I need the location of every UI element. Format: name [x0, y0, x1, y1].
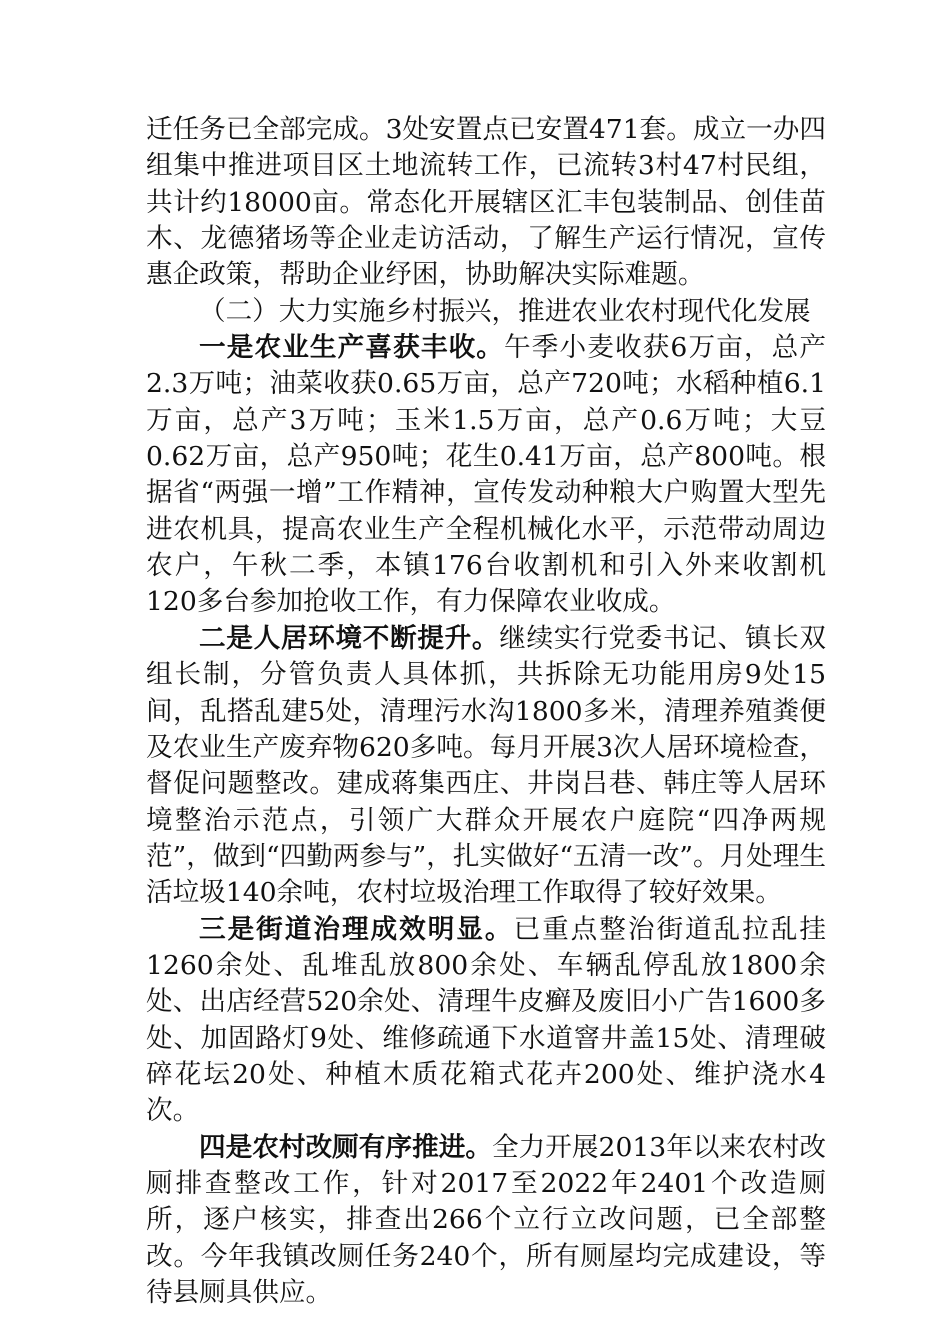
- paragraph-agriculture: [146, 330, 826, 621]
- document-body: [146, 112, 826, 1311]
- paragraph-body: 午季小麦收获6万亩，总产2.3万吨；油菜收获0.65万亩，总产720吨；水稻种植6.1万亩，总产3万吨；玉米1.5万亩，总产0.6万吨；大豆0.62万亩，总产950吨；花生0.41万亩，总产800吨。根据省“两强一增”工作精神，宣传发动种粮大户购置大型先进农机具，提高农业生产全程机械化水平，示范带动周边农户，午秋二季，本镇176台收割机和引入外来收割机120多台参加抢收工作，有力保障农业收成。: [146, 332, 827, 618]
- paragraph-body: 全力开展2013年以来农村改厕排查整改工作，针对2017至2022年2401个改造厕所，逐户核实，排查出266个立行立改问题，已全部整改。今年我镇改厕任务240个，所有厕屋均完成建设，等待县厕具供应。: [146, 1131, 827, 1308]
- section-heading: （二）大力实施乡村振兴，推进农业农村现代化发展: [199, 295, 811, 327]
- paragraph-lead: 一是农业生产喜获丰收。: [199, 332, 505, 364]
- paragraph-toilet-renovation: [146, 1130, 826, 1312]
- paragraph-lead: 三是街道治理成效明显。: [199, 913, 514, 945]
- paragraph-lead: 四是农村改厕有序推进。: [199, 1131, 492, 1163]
- paragraph-living-environment: [146, 621, 826, 912]
- continuation-paragraph: 迁任务已全部完成。3处安置点已安置471套。成立一办四组集中推进项目区土地流转工作，已流转3村47村民组，共计约18000亩。常态化开展辖区汇丰包装制品、创佳苗木、龙德猪场等企业走访活动，了解生产运行情况，宣传惠企政策，帮助企业纾困，协助解决实际难题。: [146, 114, 826, 291]
- paragraph-lead: 二是人居环境不断提升。: [199, 622, 500, 654]
- paragraph-body: 已重点整治街道乱拉乱挂1260余处、乱堆乱放800余处、车辆乱停乱放1800余处、出店经营520余处、清理牛皮癣及废旧小广告1600多处、加固路灯9处、维修疏通下水道窨井盖15处、清理破碎花坛20处、种植木质花箱式花卉200处、维护浇水4次。: [146, 913, 827, 1127]
- paragraph-body: 继续实行党委书记、镇长双组长制，分管负责人具体抓，共拆除无功能用房9处15间，乱搭乱建5处，清理污水沟1800多米，清理养殖粪便及农业生产废弃物620多吨。每月开展3次人居环境检查，督促问题整改。建成蒋集西庄、井岗吕巷、韩庄等人居环境整治示范点，引领广大群众开展农户庭院“四净两规范”，做到“四勤两参与”，扎实做好“五清一改”。月处理生活垃圾140余吨，农村垃圾治理工作取得了较好效果。: [146, 622, 826, 909]
- paragraph-street-governance: [146, 912, 826, 1130]
